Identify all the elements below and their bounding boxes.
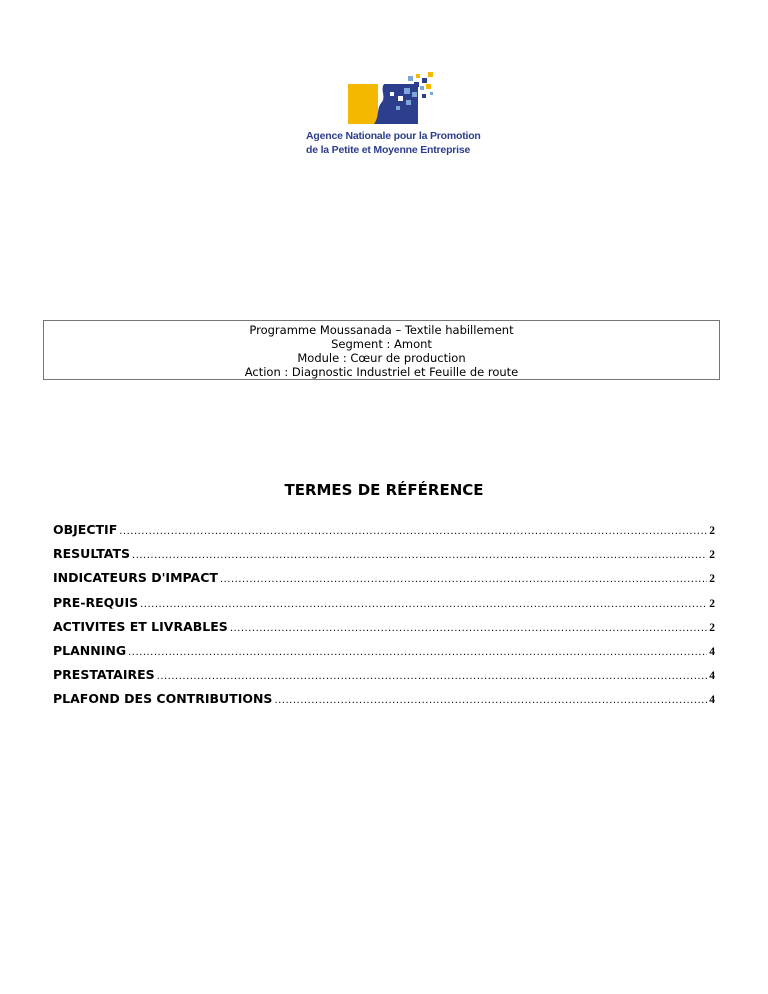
toc-page-number: 2 <box>709 597 715 610</box>
toc-label: OBJECTIF <box>53 522 118 537</box>
toc-entry-resultats[interactable] <box>53 546 715 570</box>
logo-caption-line2: de la Petite et Moyenne Entreprise <box>306 144 471 156</box>
toc-leader <box>128 645 707 661</box>
toc-leader <box>220 572 707 588</box>
toc-label: PLAFOND DES CONTRIBUTIONS <box>53 691 273 707</box>
logo-caption-line1: Agence Nationale pour la Promotion <box>306 130 481 142</box>
module-line: Module : Cœur de production <box>297 351 466 365</box>
toc-page-number: 2 <box>709 621 715 634</box>
toc-page-number: 4 <box>709 670 715 683</box>
toc-label: PLANNING <box>53 642 127 658</box>
toc-entry-planning[interactable] <box>53 643 715 667</box>
toc-entry-pre-requis[interactable] <box>53 595 715 619</box>
toc-leader <box>157 669 708 685</box>
toc-leader <box>132 548 707 564</box>
anpme-logo <box>306 72 481 168</box>
toc-entry-prestataires[interactable] <box>53 667 715 691</box>
programme-info-box <box>43 320 720 380</box>
toc-page-number: 4 <box>709 645 715 658</box>
toc-entry-activites-et-livrables[interactable] <box>53 619 715 643</box>
toc-leader <box>140 597 707 613</box>
toc-label: INDICATEURS D'IMPACT <box>53 570 218 586</box>
toc-page-number: 2 <box>709 549 715 562</box>
toc-page-number: 4 <box>709 694 715 707</box>
toc-label: PRESTATAIRES <box>53 667 155 683</box>
document-title: TERMES DE RÉFÉRENCE <box>284 481 484 499</box>
logo-caption <box>306 129 481 157</box>
programme-line: Programme Moussanada – Textile habillement <box>249 323 514 337</box>
toc-leader <box>119 524 707 540</box>
anpme-logo-mark-icon <box>346 72 436 126</box>
toc-entry-objectif[interactable] <box>53 522 715 546</box>
toc-leader <box>274 693 707 709</box>
action-line: Action : Diagnostic Industriel et Feuille de route <box>244 365 519 379</box>
toc-label: ACTIVITES ET LIVRABLES <box>53 618 228 634</box>
toc-label: RESULTATS <box>53 546 131 562</box>
toc-entry-plafond-des-contributions[interactable] <box>53 691 715 715</box>
toc-leader <box>230 621 707 637</box>
table-of-contents <box>53 522 715 716</box>
toc-entry-indicateurs-d-impact[interactable] <box>53 570 715 594</box>
segment-line: Segment : Amont <box>331 337 432 351</box>
toc-label: PRE-REQUIS <box>53 594 139 610</box>
toc-page-number: 2 <box>709 525 715 537</box>
toc-page-number: 2 <box>709 573 715 586</box>
